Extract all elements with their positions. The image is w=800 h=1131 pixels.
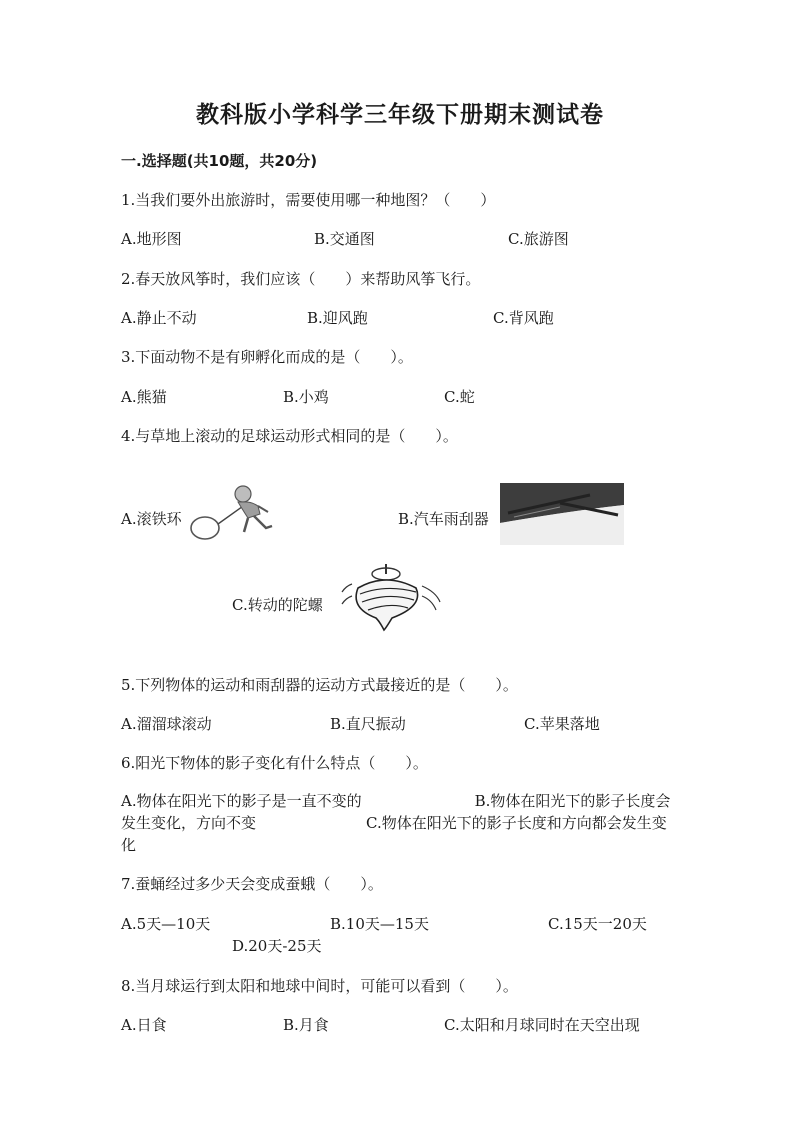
question-3-option-a[interactable]: A.熊猫 [121, 388, 167, 406]
question-6-stem: 6.阳光下物体的影子变化有什么特点（ ）。 [121, 754, 428, 772]
question-4-option-b[interactable]: B.汽车雨刮器 [398, 510, 489, 528]
section-heading: 一.选择题(共10题，共20分) [121, 152, 318, 170]
page-title: 教科版小学科学三年级下册期末测试卷 [196, 102, 604, 128]
question-1-option-a[interactable]: A.地形图 [121, 230, 182, 248]
question-6-option-a[interactable]: A.物体在阳光下的影子是一直不变的 [121, 792, 362, 810]
question-3-stem: 3.下面动物不是有卵孵化而成的是（ ）。 [121, 348, 413, 366]
question-5-option-c[interactable]: C.苹果落地 [524, 715, 600, 733]
hoop-rolling-image [188, 482, 288, 542]
question-8-option-b[interactable]: B.月食 [283, 1016, 329, 1034]
question-7-option-d[interactable]: D.20天-25天 [232, 937, 322, 955]
question-7-option-c[interactable]: C.15天一20天 [548, 915, 647, 933]
question-3-option-c[interactable]: C.蛇 [444, 388, 475, 406]
question-5-option-a[interactable]: A.溜溜球滚动 [121, 715, 212, 733]
question-5-option-b[interactable]: B.直尺振动 [330, 715, 406, 733]
question-1-option-b[interactable]: B.交通图 [314, 230, 375, 248]
question-2-option-c[interactable]: C.背风跑 [493, 309, 554, 327]
question-2-option-b[interactable]: B.迎风跑 [307, 309, 368, 327]
question-1-option-c[interactable]: C.旅游图 [508, 230, 569, 248]
question-2-option-a[interactable]: A.静止不动 [121, 309, 197, 327]
question-1-stem: 1.当我们要外出旅游时，需要使用哪一种地图？（ ） [121, 191, 496, 209]
question-4-stem: 4.与草地上滚动的足球运动形式相同的是（ ）。 [121, 427, 458, 445]
question-4-option-c[interactable]: C.转动的陀螺 [232, 596, 323, 614]
question-5-stem: 5.下列物体的运动和雨刮器的运动方式最接近的是（ ）。 [121, 676, 518, 694]
windshield-wiper-image [500, 483, 624, 545]
question-8-stem: 8.当月球运行到太阳和地球中间时，可能可以看到（ ）。 [121, 977, 518, 995]
question-6-option-c[interactable]: C.物体在阳光下的影子长度和方向都会发生变化 [121, 814, 667, 854]
question-6-options-block [121, 790, 681, 856]
question-7-option-a[interactable]: A.5天—10天 [121, 915, 211, 933]
question-4-option-a[interactable]: A.滚铁环 [121, 510, 182, 528]
question-7-option-b[interactable]: B.10天—15天 [330, 915, 429, 933]
question-8-option-a[interactable]: A.日食 [121, 1016, 167, 1034]
question-6-option-b[interactable]: B.物体在阳光下的影子长度会发生变化，方向不变 [121, 792, 671, 832]
question-8-option-c[interactable]: C.太阳和月球同时在天空出现 [444, 1016, 640, 1034]
question-2-stem: 2.春天放风筝时，我们应该（ ）来帮助风筝飞行。 [121, 270, 481, 288]
question-7-stem: 7.蚕蛹经过多少天会变成蚕蛾（ ）。 [121, 875, 383, 893]
question-3-option-b[interactable]: B.小鸡 [283, 388, 329, 406]
spinning-top-image [336, 562, 446, 634]
